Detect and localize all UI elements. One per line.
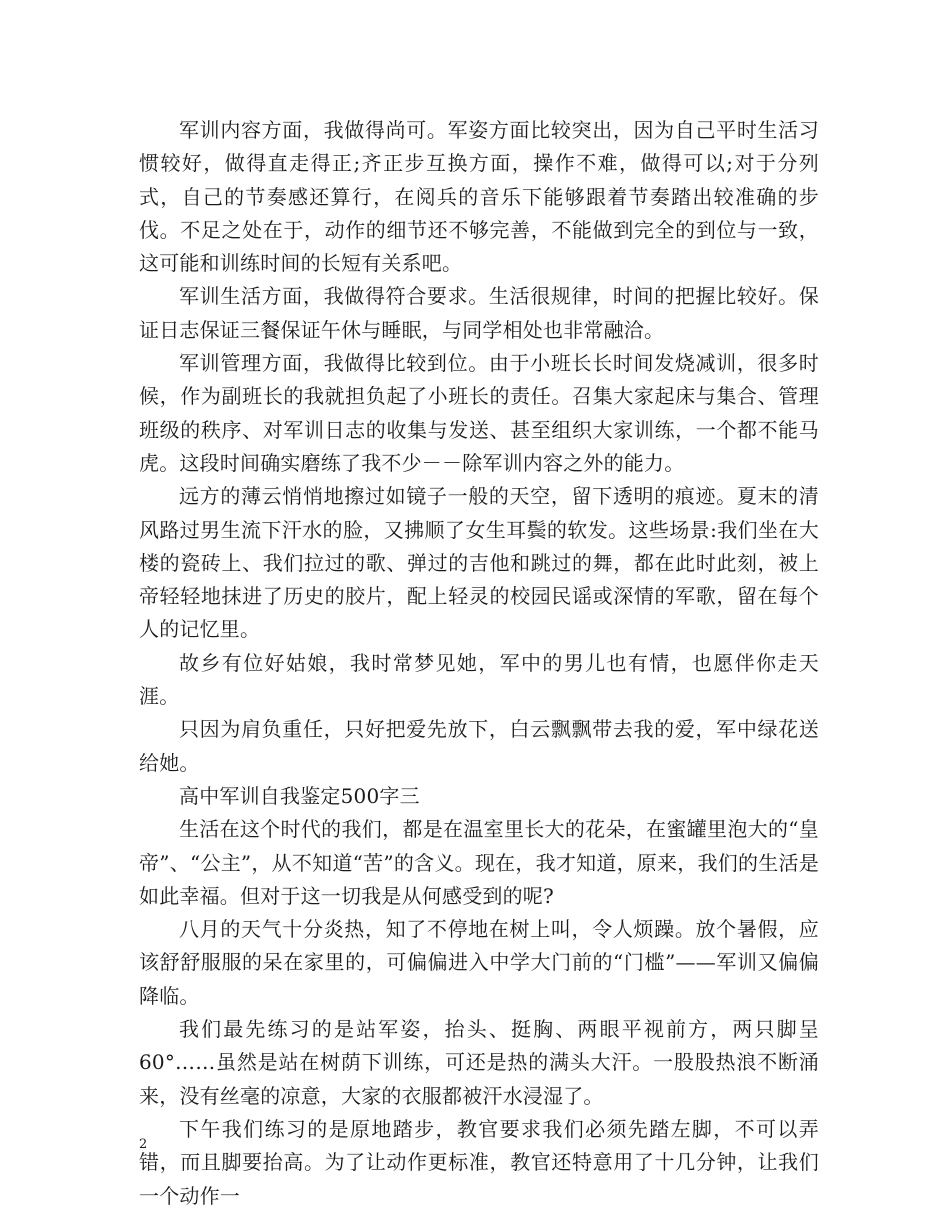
page-number: 2 — [139, 1137, 148, 1152]
paragraph-9: 我们最先练习的是站军姿，抬头、挺胸、两眼平视前方，两只脚呈60°……虽然是站在树荫下训练，可还是热的满头大汗。一股股热浪不断涌来，没有丝毫的凉意，大家的衣服都被汗水浸湿了。 — [139, 1017, 819, 1108]
paragraph-7: 生活在这个时代的我们，都是在温室里长大的花朵，在蜜罐里泡大的“皇帝”、“公主”，从不知道“苦”的含义。现在，我才知道，原来，我们的生活是如此幸福。但对于这一切我是从何感受到的呢? — [139, 817, 819, 908]
body-text — [139, 114, 819, 1213]
paragraph-6: 只因为肩负重任，只好把爱先放下，白云飘飘带去我的爱，军中绿花送给她。 — [139, 717, 819, 775]
paragraph-3: 军训管理方面，我做得比较到位。由于小班长长时间发烧减训，很多时候，作为副班长的我就担负起了小班长的责任。召集大家起床与集合、管理班级的秩序、对军训日志的收集与发送、甚至组织大家训练，一个都不能马虎。这段时间确实磨练了我不少－－除军训内容之外的能力。 — [139, 351, 819, 475]
section-heading: 高中军训自我鉴定500字三 — [179, 783, 420, 808]
paragraph-8: 八月的天气十分炎热，知了不停地在树上叫，令人烦躁。放个暑假，应该舒舒服服的呆在家里的，可偏偏进入中学大门前的“门槛”——军训又偏偏降临。 — [139, 917, 819, 1008]
paragraph-4: 远方的薄云悄悄地擦过如镜子一般的天空，留下透明的痕迹。夏末的清风路过男生流下汗水的脸，又拂顺了女生耳鬓的软发。这些场景:我们坐在大楼的瓷砖上、我们拉过的歌、弹过的吉他和跳过的舞，都在此时此刻，被上帝轻轻地抹进了历史的胶片，配上轻灵的校园民谣或深情的军歌，留在每个人的记忆里。 — [139, 484, 819, 642]
paragraph-1: 军训内容方面，我做得尚可。军姿方面比较突出，因为自己平时生活习惯较好，做得直走得正;齐正步互换方面，操作不难，做得可以;对于分列式，自己的节奏感还算行，在阅兵的音乐下能够跟着节奏踏出较准确的步伐。不足之处在于，动作的细节还不够完善，不能做到完全的到位与一致，这可能和训练时间的长短有关系吧。 — [139, 118, 819, 276]
paragraph-5: 故乡有位好姑娘，我时常梦见她，军中的男儿也有情，也愿伴你走天涯。 — [139, 650, 819, 709]
paragraph-2: 军训生活方面，我做得符合要求。生活很规律，时间的把握比较好。保证日志保证三餐保证午休与睡眠，与同学相处也非常融洽。 — [139, 284, 819, 342]
paragraph-10: 下午我们练习的是原地踏步，教官要求我们必须先踏左脚，不可以弄错，而且脚要抬高。为了让动作更标准，教官还特意用了十几分钟，让我们一个动作一 — [139, 1116, 819, 1208]
